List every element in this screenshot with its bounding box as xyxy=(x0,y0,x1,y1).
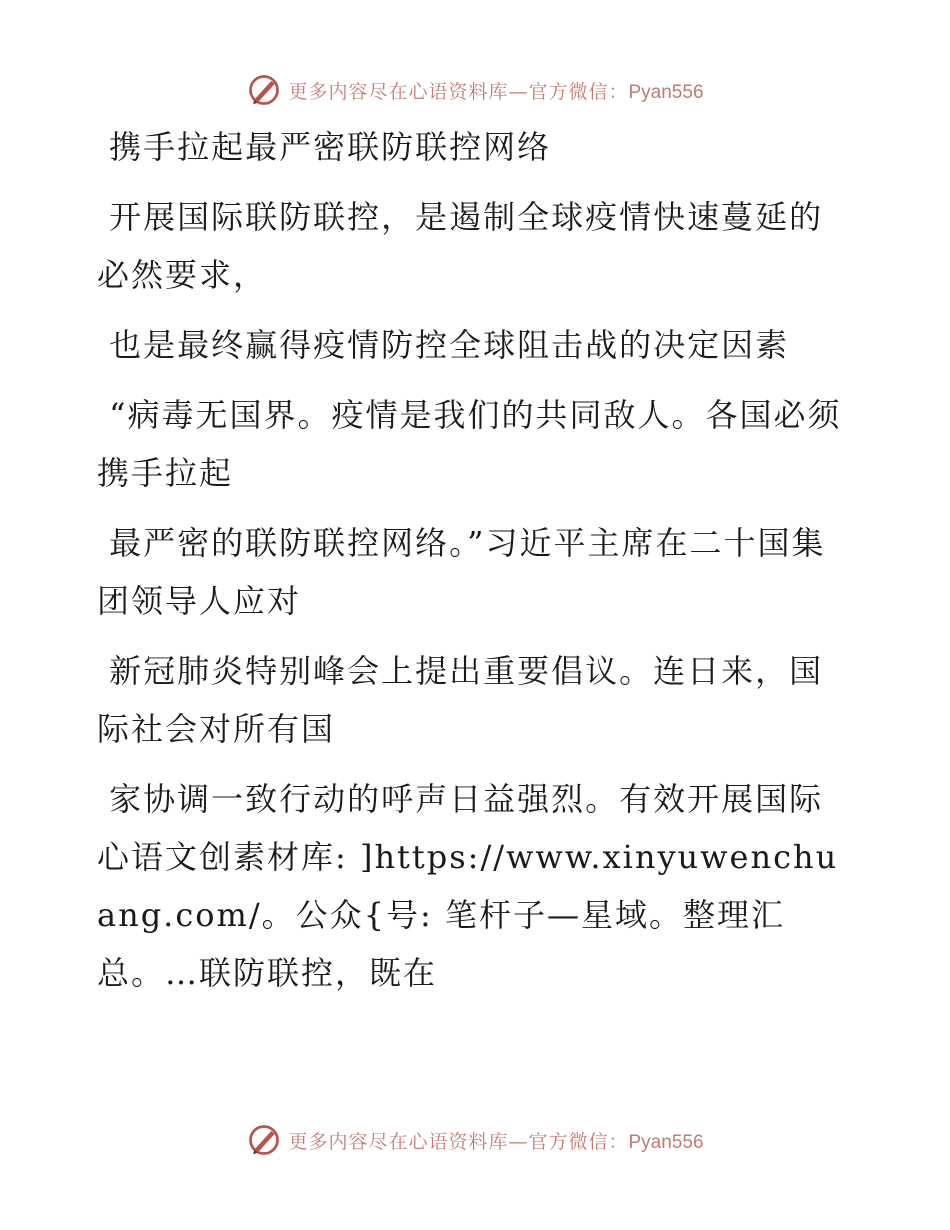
paragraph-4: 最严密的联防联控网络。”习近平主席在二十国集团领导人应对 xyxy=(97,524,826,620)
header-banner-text: 更多内容尽在心语资料库—官方微信：Pyan556 xyxy=(288,80,704,103)
paragraph-3: “病毒无国界。疫情是我们的共同敌人。各国必须携手拉起 xyxy=(97,396,842,492)
footer-banner-text: 更多内容尽在心语资料库—官方微信：Pyan556 xyxy=(288,1130,704,1153)
paragraph-6: 家协调一致行动的呼声日益强烈。有效开展国际心语文创素材库: ]https://www.xinyuwenchuang.com/。公众{号: 笔杆子—星域。整理汇总。…联防联控，既在 xyxy=(97,780,839,992)
footer-banner xyxy=(0,1120,950,1160)
footer-banner-wechat-id: Pyan556 xyxy=(628,1131,704,1153)
header-banner-wechat-id: Pyan556 xyxy=(628,81,704,103)
paragraph-1: 开展国际联防联控，是遏制全球疫情快速蔓延的必然要求， xyxy=(97,198,824,294)
header-banner xyxy=(0,70,950,110)
pen-logo-icon xyxy=(246,72,282,108)
heading-line: 携手拉起最严密联防联控网络 xyxy=(97,128,552,166)
pen-logo-icon xyxy=(246,1122,282,1158)
paragraph-2: 也是最终赢得疫情防控全球阻击战的决定因素 xyxy=(97,326,790,364)
document-body xyxy=(97,118,857,1002)
paragraph-5: 新冠肺炎特别峰会上提出重要倡议。连日来，国际社会对所有国 xyxy=(97,652,824,748)
